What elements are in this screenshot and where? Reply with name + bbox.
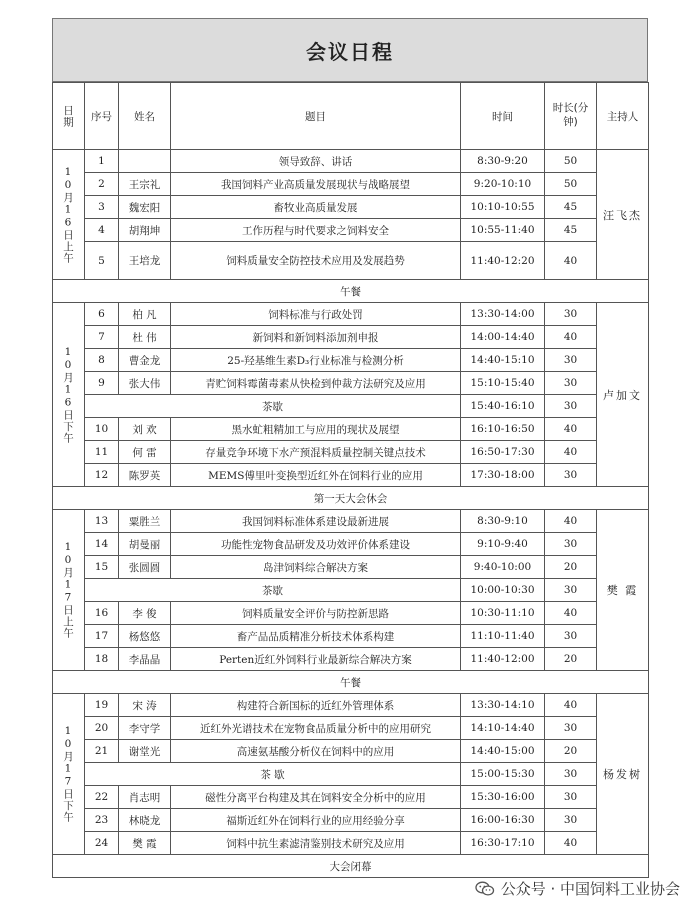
row-duration: 30	[545, 763, 597, 786]
row-seq: 15	[85, 556, 119, 579]
row-duration: 30	[545, 579, 597, 602]
row-name: 柏 凡	[119, 303, 171, 326]
row-seq: 16	[85, 602, 119, 625]
table-row	[53, 219, 649, 242]
row-time: 14:40-15:10	[461, 349, 545, 372]
row-topic: 近红外光谱技术在宠物食品质量分析中的应用研究	[171, 717, 461, 740]
table-row	[53, 242, 649, 280]
header-topic: 题目	[171, 83, 461, 150]
row-duration: 20	[545, 648, 597, 671]
row-name: 林晓龙	[119, 809, 171, 832]
row-time: 14:40-15:00	[461, 740, 545, 763]
row-name: 曹金龙	[119, 349, 171, 372]
table-row	[53, 809, 649, 832]
row-duration: 40	[545, 418, 597, 441]
row-name: 张圆圆	[119, 556, 171, 579]
header-date: 日期	[53, 83, 85, 150]
row-time: 10:00-10:30	[461, 579, 545, 602]
row-topic: 我国饲料产业高质量发展现状与战略展望	[171, 173, 461, 196]
row-topic: 我国饲料标准体系建设最新进展	[171, 510, 461, 533]
row-time: 16:50-17:30	[461, 441, 545, 464]
row-time: 16:10-16:50	[461, 418, 545, 441]
row-duration: 30	[545, 533, 597, 556]
table-row	[53, 464, 649, 487]
table-row	[53, 349, 649, 372]
table-row	[53, 602, 649, 625]
row-name: 胡曼丽	[119, 533, 171, 556]
row-duration: 40	[545, 326, 597, 349]
table-row	[53, 694, 649, 717]
row-seq: 17	[85, 625, 119, 648]
row-time: 8:30-9:20	[461, 150, 545, 173]
page-title: 会议日程	[306, 39, 394, 64]
row-topic: 岛津饲料综合解决方案	[171, 556, 461, 579]
wechat-icon	[475, 881, 495, 897]
host-cell: 樊 霞	[597, 510, 649, 671]
table-row	[53, 648, 649, 671]
row-topic: 领导致辞、讲话	[171, 150, 461, 173]
row-time: 11:10-11:40	[461, 625, 545, 648]
row-time: 15:30-16:00	[461, 786, 545, 809]
table-row	[53, 786, 649, 809]
row-name: 杨悠悠	[119, 625, 171, 648]
row-seq: 14	[85, 533, 119, 556]
header-host: 主持人	[597, 83, 649, 150]
row-name	[119, 150, 171, 173]
row-time: 14:00-14:40	[461, 326, 545, 349]
row-topic: 饲料中抗生素滤清鉴别技术研究及应用	[171, 832, 461, 855]
row-seq: 20	[85, 717, 119, 740]
lunch-break: 午餐	[53, 280, 649, 303]
table-row	[53, 441, 649, 464]
row-time: 13:30-14:00	[461, 303, 545, 326]
row-time: 10:55-11:40	[461, 219, 545, 242]
row-name: 杜 伟	[119, 326, 171, 349]
row-duration: 45	[545, 196, 597, 219]
row-duration: 30	[545, 464, 597, 487]
row-topic: 福斯近红外在饲料行业的应用经验分享	[171, 809, 461, 832]
closing-label: 大会闭幕	[53, 855, 649, 878]
row-time: 9:40-10:00	[461, 556, 545, 579]
row-name: 张大伟	[119, 372, 171, 395]
row-time: 15:10-15:40	[461, 372, 545, 395]
break-row	[53, 487, 649, 510]
row-topic: 构建符合新国标的近红外管理体系	[171, 694, 461, 717]
row-time: 10:10-10:55	[461, 196, 545, 219]
table-row	[53, 717, 649, 740]
table-row	[53, 533, 649, 556]
row-seq: 24	[85, 832, 119, 855]
row-duration: 40	[545, 510, 597, 533]
row-seq: 12	[85, 464, 119, 487]
day-cell: 10月17日上午	[53, 510, 85, 671]
row-topic: 功能性宠物食品研发及功效评价体系建设	[171, 533, 461, 556]
table-row	[53, 625, 649, 648]
table-row	[53, 740, 649, 763]
lunch-break: 午餐	[53, 671, 649, 694]
row-duration: 45	[545, 219, 597, 242]
row-seq: 13	[85, 510, 119, 533]
schedule-table	[52, 82, 649, 878]
break-row	[53, 280, 649, 303]
row-seq: 3	[85, 196, 119, 219]
row-seq: 7	[85, 326, 119, 349]
row-time: 15:40-16:10	[461, 395, 545, 418]
row-duration: 30	[545, 809, 597, 832]
row-name: 魏宏阳	[119, 196, 171, 219]
header-seq: 序号	[85, 83, 119, 150]
table-row	[53, 832, 649, 855]
row-duration: 30	[545, 717, 597, 740]
row-topic: 新饲料和新饲料添加剂申报	[171, 326, 461, 349]
row-duration: 50	[545, 173, 597, 196]
row-topic: 饲料标准与行政处罚	[171, 303, 461, 326]
row-seq: 18	[85, 648, 119, 671]
row-topic: 青贮饲料霉菌毒素从快检到仲裁方法研究及应用	[171, 372, 461, 395]
break-row	[53, 671, 649, 694]
row-name: 王培龙	[119, 242, 171, 280]
row-seq: 4	[85, 219, 119, 242]
table-row	[53, 173, 649, 196]
row-topic: MEMS傅里叶变换型近红外在饲料行业的应用	[171, 464, 461, 487]
table-row	[53, 510, 649, 533]
row-duration: 30	[545, 395, 597, 418]
row-time: 16:30-17:10	[461, 832, 545, 855]
row-duration: 20	[545, 556, 597, 579]
row-duration: 20	[545, 740, 597, 763]
table-row	[53, 556, 649, 579]
watermark-text: 公众号 · 中国饲料工业协会	[500, 880, 680, 898]
table-row	[53, 418, 649, 441]
row-name: 刘 欢	[119, 418, 171, 441]
table-header-row	[53, 83, 649, 150]
row-time: 9:10-9:40	[461, 533, 545, 556]
row-name: 粟胜兰	[119, 510, 171, 533]
row-time: 11:40-12:00	[461, 648, 545, 671]
tea-break-label: 茶歇	[85, 579, 461, 602]
tea-break-row	[53, 763, 649, 786]
row-seq: 8	[85, 349, 119, 372]
schedule-title-bar	[52, 18, 648, 82]
row-duration: 40	[545, 441, 597, 464]
row-seq: 19	[85, 694, 119, 717]
tea-break-row	[53, 395, 649, 418]
row-duration: 30	[545, 372, 597, 395]
row-time: 16:00-16:30	[461, 809, 545, 832]
break-row	[53, 855, 649, 878]
day1-close: 第一天大会休会	[53, 487, 649, 510]
row-duration: 50	[545, 150, 597, 173]
row-duration: 30	[545, 786, 597, 809]
tea-break-label: 茶歇	[85, 395, 461, 418]
host-cell: 杨发树	[597, 694, 649, 855]
table-row	[53, 150, 649, 173]
row-name: 何 雷	[119, 441, 171, 464]
row-duration: 40	[545, 602, 597, 625]
row-duration: 40	[545, 832, 597, 855]
row-name: 陈罗英	[119, 464, 171, 487]
row-topic: 畜牧业高质量发展	[171, 196, 461, 219]
row-topic: 存量竞争环境下水产预混料质量控制关键点技术	[171, 441, 461, 464]
day-cell: 10月17日下午	[53, 694, 85, 855]
row-topic: 饲料质量安全防控技术应用及发展趋势	[171, 242, 461, 280]
tea-break-label: 茶 歇	[85, 763, 461, 786]
row-name: 谢堂光	[119, 740, 171, 763]
row-time: 10:30-11:10	[461, 602, 545, 625]
row-name: 肖志明	[119, 786, 171, 809]
row-name: 李晶晶	[119, 648, 171, 671]
row-name: 樊 霞	[119, 832, 171, 855]
row-duration: 40	[545, 242, 597, 280]
row-duration: 30	[545, 303, 597, 326]
row-topic: 饲料质量安全评价与防控新思路	[171, 602, 461, 625]
row-topic: 25-羟基维生素D₃行业标准与检测分析	[171, 349, 461, 372]
row-topic: 磁性分离平台构建及其在饲料安全分析中的应用	[171, 786, 461, 809]
row-name: 胡翔坤	[119, 219, 171, 242]
table-row	[53, 196, 649, 219]
row-name: 宋 涛	[119, 694, 171, 717]
row-topic: 工作历程与时代要求之饲料安全	[171, 219, 461, 242]
row-seq: 22	[85, 786, 119, 809]
row-seq: 2	[85, 173, 119, 196]
row-name: 李 俊	[119, 602, 171, 625]
row-topic: 畜产品品质精准分析技术体系构建	[171, 625, 461, 648]
row-topic: 黑水虻粗精加工与应用的现状及展望	[171, 418, 461, 441]
header-duration: 时长(分钟)	[545, 83, 597, 150]
row-seq: 10	[85, 418, 119, 441]
day-cell: 10月16日上午	[53, 150, 85, 280]
row-time: 15:00-15:30	[461, 763, 545, 786]
row-seq: 5	[85, 242, 119, 280]
table-row	[53, 372, 649, 395]
row-seq: 21	[85, 740, 119, 763]
row-time: 9:20-10:10	[461, 173, 545, 196]
row-time: 17:30-18:00	[461, 464, 545, 487]
table-row	[53, 303, 649, 326]
row-name: 李守学	[119, 717, 171, 740]
row-time: 8:30-9:10	[461, 510, 545, 533]
row-topic: Perten近红外饲料行业最新综合解决方案	[171, 648, 461, 671]
row-time: 13:30-14:10	[461, 694, 545, 717]
row-time: 11:40-12:20	[461, 242, 545, 280]
row-seq: 23	[85, 809, 119, 832]
row-seq: 11	[85, 441, 119, 464]
row-duration: 30	[545, 625, 597, 648]
row-duration: 40	[545, 694, 597, 717]
table-row	[53, 326, 649, 349]
row-time: 14:10-14:40	[461, 717, 545, 740]
row-seq: 9	[85, 372, 119, 395]
day-cell: 10月16日下午	[53, 303, 85, 487]
tea-break-row	[53, 579, 649, 602]
row-name: 王宗礼	[119, 173, 171, 196]
host-cell: 汪飞杰	[597, 150, 649, 280]
row-seq: 6	[85, 303, 119, 326]
row-seq: 1	[85, 150, 119, 173]
header-time: 时间	[461, 83, 545, 150]
row-topic: 高速氨基酸分析仪在饲料中的应用	[171, 740, 461, 763]
header-name: 姓名	[119, 83, 171, 150]
watermark	[475, 878, 680, 899]
host-cell: 卢加文	[597, 303, 649, 487]
row-duration: 30	[545, 349, 597, 372]
